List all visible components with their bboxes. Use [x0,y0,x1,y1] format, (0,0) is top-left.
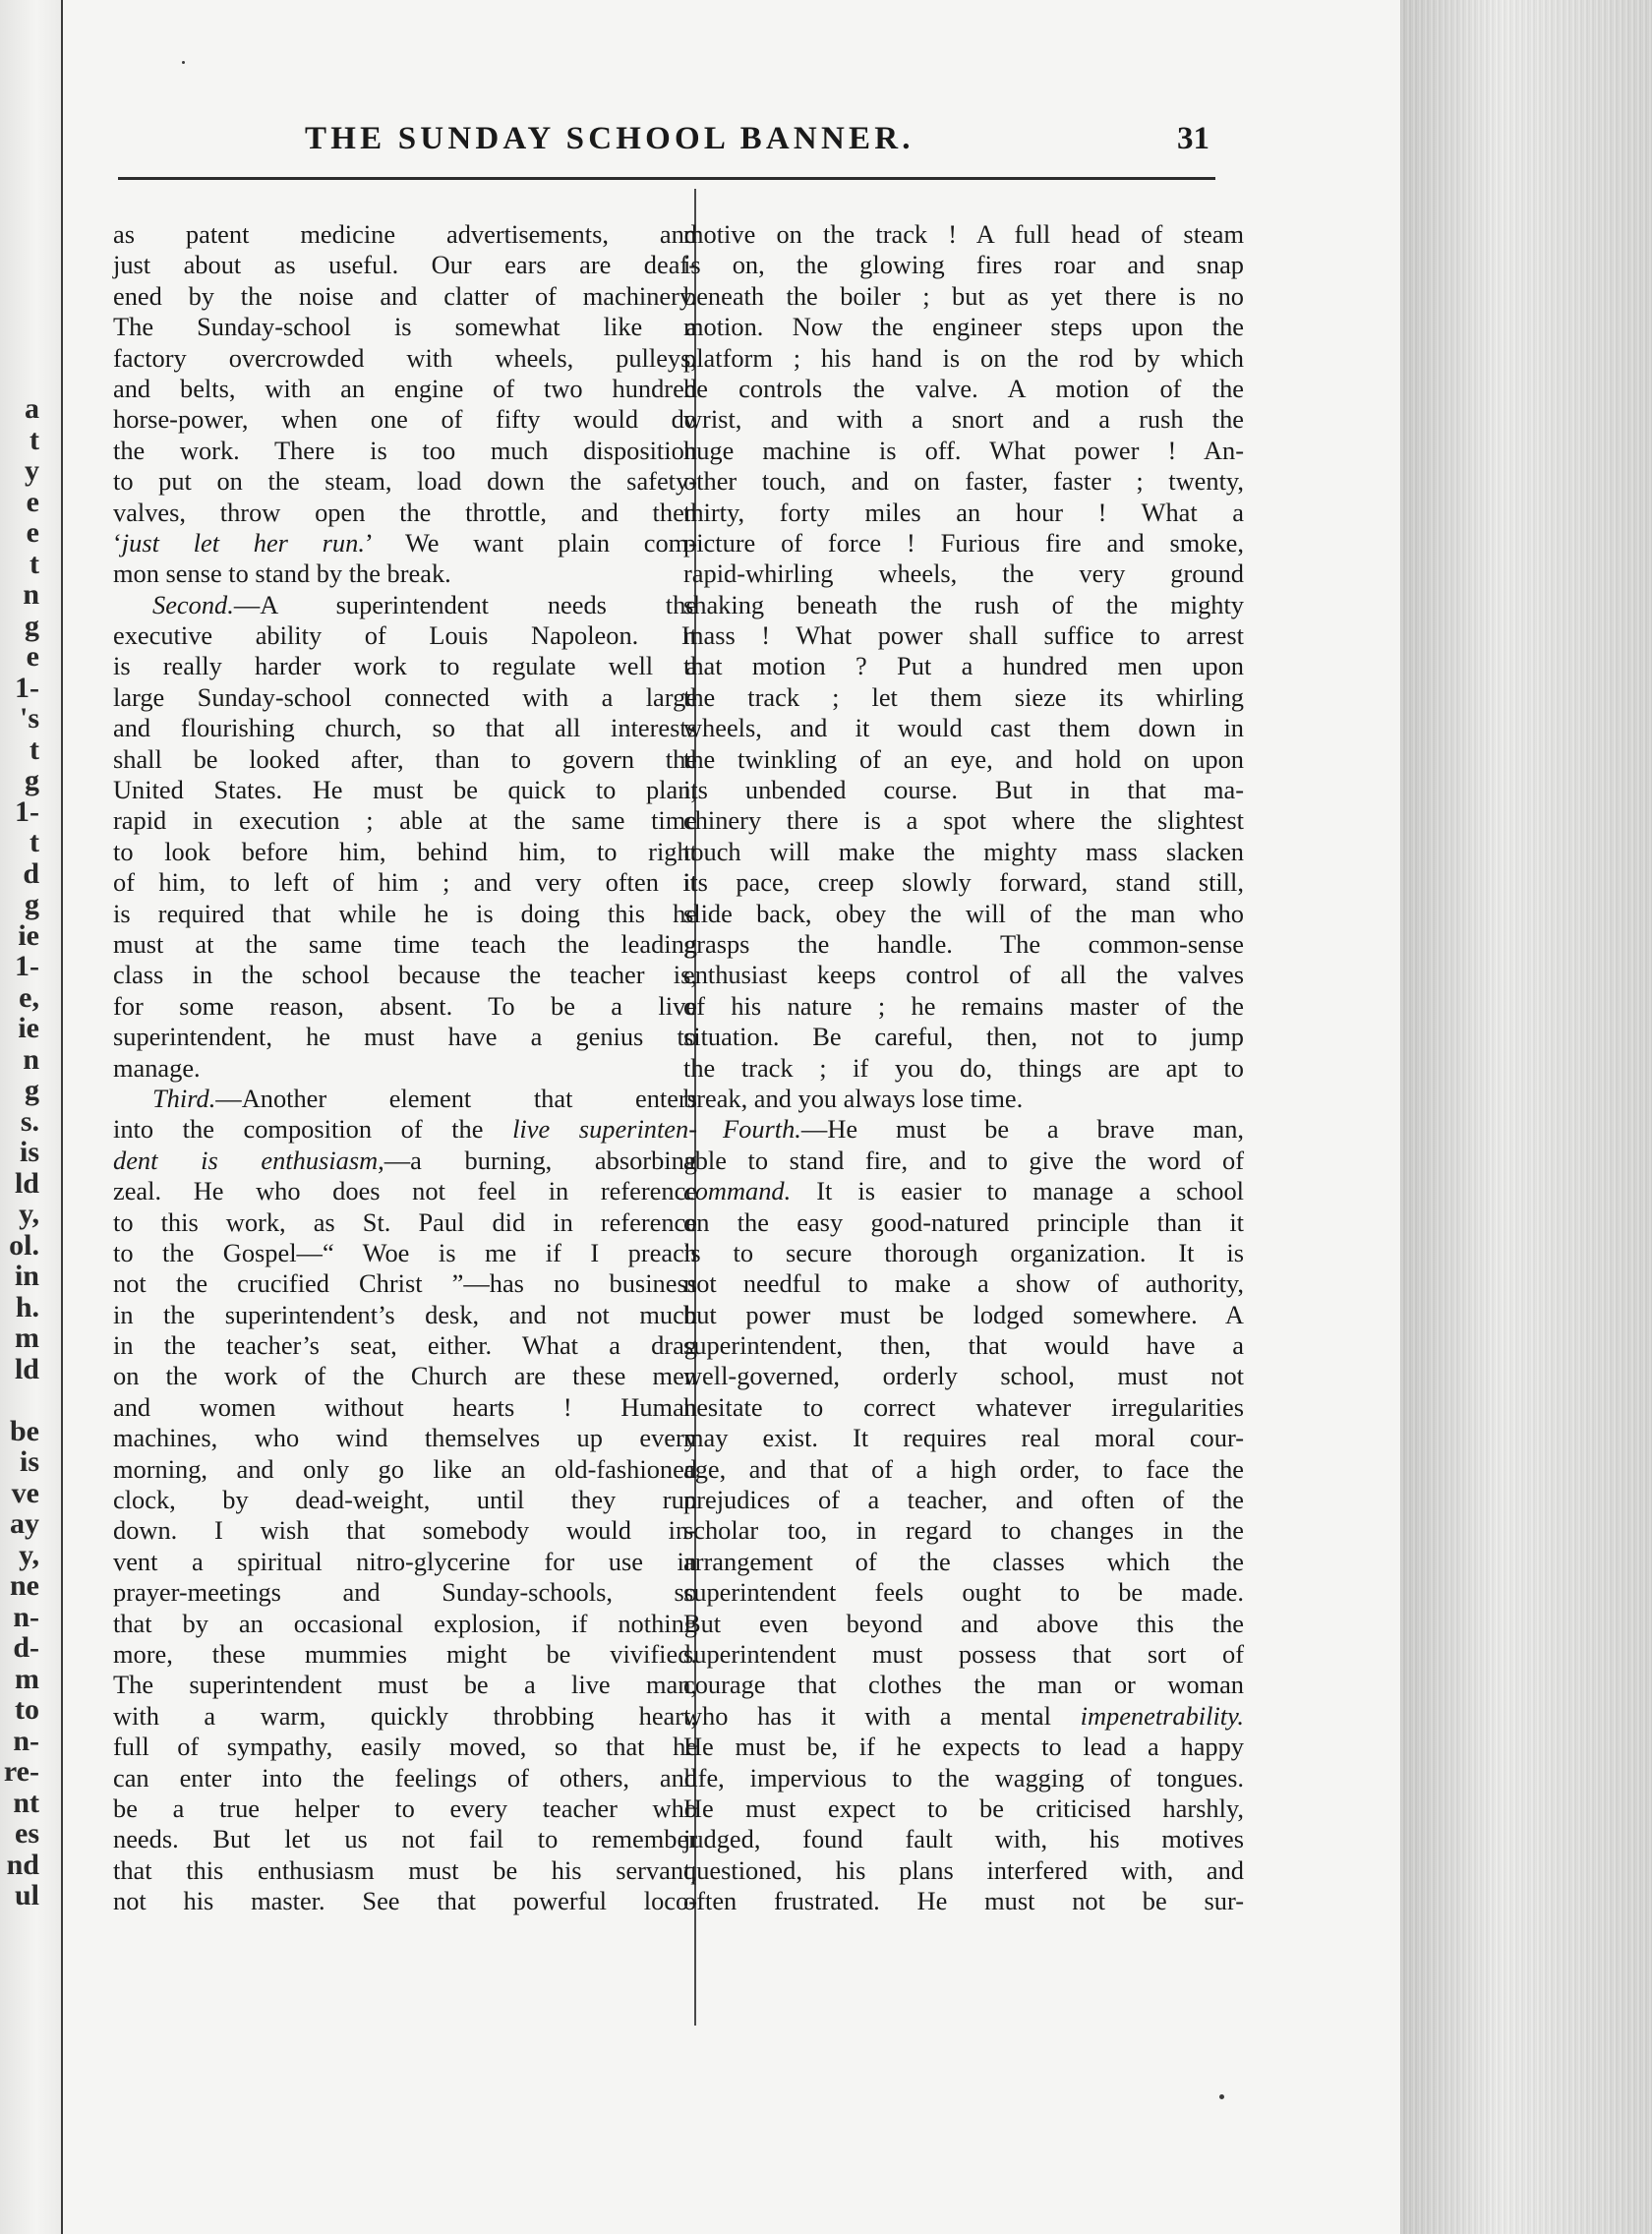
text-run: well-governed, orderly school, must not [683,1361,1244,1391]
edge-fragment: ne [10,1569,39,1602]
text-run: situation. Be careful, then, not to jump [683,1022,1244,1052]
text-run: not needful to make a show of authority, [683,1268,1244,1299]
text-line [683,498,1244,528]
edge-fragment: 1- [15,671,39,704]
text-line [113,1207,697,1238]
edge-fragment: e [26,640,39,673]
text-line [113,1114,697,1145]
edge-fragment: ld [14,1166,39,1200]
edge-fragment: e, [19,980,39,1014]
text-run: with a warm, quickly throbbing heart, [113,1700,697,1731]
text-line [683,590,1244,620]
edge-fragment: y, [19,1538,39,1571]
edge-fragment: t [30,826,39,858]
text-line [113,1146,697,1176]
text-line [683,219,1244,250]
text-line [113,867,697,898]
text-run: may exist. It requires real moral cour- [683,1423,1244,1453]
text-run: wheels, and it would cast them down in [683,713,1244,743]
text-line [683,1084,1244,1114]
text-line [113,1084,697,1114]
text-run: ’ We want plain com- [364,527,697,558]
text-run: slide back, obey the will of the man who [683,898,1244,928]
text-line [113,590,697,620]
text-line [113,1515,697,1546]
edge-fragment: nt [13,1786,39,1819]
print-speck [182,61,185,64]
text-run: questioned, his plans interfered with, and [683,1854,1244,1885]
text-line [683,404,1244,435]
text-line [113,682,697,713]
text-run: rapid-whirling wheels, the very ground [683,558,1244,589]
text-line [113,1454,697,1485]
edge-fragment: d- [13,1631,39,1664]
text-line [113,929,697,960]
text-run: more, these mummies might be vivified. [113,1638,697,1669]
text-run: to look before him, behind him, to right [113,836,697,866]
text-line [113,498,697,528]
text-run: mon sense to stand by the break. [113,558,451,589]
text-line [683,1022,1244,1052]
text-line [683,312,1244,342]
text-run: —A superintendent needs the [233,589,697,619]
text-line [683,281,1244,312]
italic-text: live superinten- [512,1114,698,1145]
text-run: touch will make the mighty mass slacken [683,836,1244,866]
text-line [683,929,1244,960]
right-text-column [683,219,1244,1916]
text-line [683,991,1244,1022]
text-line [113,312,697,342]
text-line [683,466,1244,497]
text-run: must at the same time teach the leading [113,928,697,959]
edge-fragment: nd [6,1848,39,1881]
text-run: He must be, if he expects to lead a happy [683,1732,1244,1762]
text-run: hesitate to correct whatever irregularities [683,1391,1244,1422]
edge-fragment: g [25,609,39,642]
text-run: and belts, with an engine of two hundred [113,373,697,403]
page-header [305,121,1210,170]
text-run: huge machine is off. What power ! An- [683,435,1244,465]
edge-fragment: n [23,1042,39,1076]
text-run: the work. There is too much disposition [113,435,697,465]
text-run: can enter into the feelings of others, and [113,1762,697,1793]
text-line [113,1176,697,1206]
text-line [683,1238,1244,1268]
text-run: of him, to left of him ; and very often it [113,867,697,898]
edge-fragment [0,1384,39,1416]
italic-text: just let her run. [121,527,365,558]
edge-fragment: y, [19,1198,39,1230]
text-run: judged, found fault with, his motives [683,1824,1244,1854]
text-run: motive on the track ! A full head of steam [683,219,1244,249]
text-line [683,1392,1244,1423]
text-run: shaking beneath the rush of the mighty [683,589,1244,619]
text-line [683,343,1244,374]
text-line [113,899,697,929]
text-line [113,1547,697,1577]
text-line [683,1577,1244,1608]
edge-fragment: ul [14,1879,39,1911]
edge-fragment: be [10,1414,39,1447]
text-line [683,1146,1244,1176]
text-run: prejudices of a teacher, and often of the [683,1485,1244,1515]
edge-fragment: in [14,1260,39,1292]
text-line [113,404,697,435]
edge-fragment: n [23,578,39,611]
text-line [683,374,1244,404]
text-line [113,1268,697,1299]
text-run: is on, the glowing fires roar and snap [683,250,1244,280]
text-run: It is easier to manage a school [791,1176,1244,1206]
text-run: into the composition of the [113,1114,513,1145]
text-run: other touch, and on faster, faster ; twenty, [683,466,1244,497]
text-run: able to stand fire, and to give the word of [683,1145,1244,1175]
edge-fragment: ie [18,1012,39,1044]
text-run: needs. But let us not fail to remember [113,1824,697,1854]
text-run: —a burning, absorbing [384,1145,698,1175]
text-run: is to secure thorough organization. It is [683,1237,1244,1267]
text-line [113,1639,697,1670]
text-run: on the easy good-natured principle than it [683,1206,1244,1237]
text-line [113,343,697,374]
edge-fragment: e [26,485,39,518]
edge-fragment: ol. [9,1228,39,1262]
text-run: rapid in execution ; able at the same time [113,805,697,836]
text-line [683,1547,1244,1577]
text-line [683,899,1244,929]
edge-fragment: g [25,1074,39,1106]
text-line [113,219,697,250]
text-line [683,1515,1244,1546]
text-line [683,867,1244,898]
text-line [113,1022,697,1052]
text-run: that by an occasional explosion, if nothing [113,1608,697,1638]
text-line [683,1670,1244,1700]
text-line [113,528,697,558]
text-line [683,1268,1244,1299]
text-line [683,682,1244,713]
text-run: chinery there is a spot where the slightest [683,805,1244,836]
text-line [113,1330,697,1361]
edge-fragment: s. [20,1104,39,1138]
text-run: vent a spiritual nitro-glycerine for use in [113,1546,697,1576]
edge-fragment: a [25,392,39,425]
text-line [113,837,697,867]
text-run: thirty, forty miles an hour ! What a [683,497,1244,527]
text-run: shall be looked after, than to govern the [113,743,697,774]
text-line [683,775,1244,805]
text-line [683,1609,1244,1639]
text-line [683,1176,1244,1206]
text-line [113,1485,697,1515]
text-line [683,528,1244,558]
text-line [113,1392,697,1423]
left-text-column [113,219,697,1916]
edge-fragment: m [15,1662,39,1695]
previous-page-text-fragments [0,393,39,1967]
text-line [113,436,697,466]
text-run: superintendent must possess that sort of [683,1638,1244,1669]
edge-fragment: m [15,1322,39,1354]
text-run: executive ability of Louis Napoleon. It [113,620,697,651]
text-line [113,1763,697,1793]
text-run: scholar too, in regard to changes in the [683,1515,1244,1546]
text-run: The superintendent must be a live man, [113,1670,697,1700]
header-rule [118,177,1215,180]
text-line [683,250,1244,280]
text-line [113,466,697,497]
text-run: full of sympathy, easily moved, so that he [113,1732,697,1762]
text-run: horse-power, when one of fifty would do [113,404,697,435]
text-run: age, and that of a high order, to face the [683,1453,1244,1484]
print-speck [1219,2094,1224,2099]
edge-fragment: t [30,733,39,766]
edge-fragment: t [30,547,39,580]
edge-fragment: re- [3,1755,39,1788]
text-line [113,1793,697,1824]
text-line [113,1609,697,1639]
text-line [113,374,697,404]
text-run: in the teacher’s seat, either. What a drag [113,1330,697,1361]
text-run: that motion ? Put a hundred men upon [683,651,1244,681]
text-run: as patent medicine advertisements, and [113,219,697,249]
text-run: zeal. He who does not feel in reference [113,1176,697,1206]
text-line [683,1793,1244,1824]
edge-fragment: to [15,1693,39,1726]
text-line [113,713,697,743]
text-run: —He must be a brave man, [800,1114,1244,1145]
edge-fragment: is [19,1136,39,1168]
text-run: is required that while he is doing this he [113,898,697,928]
text-run: not the crucified Christ ”—has no business [113,1268,697,1299]
text-run: he controls the valve. A motion of the [683,373,1244,403]
text-line [113,651,697,681]
edge-fragment: d [23,856,39,890]
text-run: the twinkling of an eye, and hold on upon [683,743,1244,774]
page-number: 31 [1177,121,1210,156]
running-title: THE SUNDAY SCHOOL BANNER. [305,121,914,156]
text-run: large Sunday-school connected with a large [113,681,697,712]
text-run: superintendent, he must have a genius to [113,1022,697,1052]
text-line [683,1732,1244,1762]
text-line [683,1300,1244,1330]
text-run: morning, and only go like an old-fashioned [113,1453,697,1484]
text-line [683,436,1244,466]
edge-fragment: n- [13,1724,39,1757]
text-run: to this work, as St. Paul did in reference [113,1206,697,1237]
text-run: often frustrated. He must not be sur- [683,1886,1244,1916]
edge-fragment: n- [13,1600,39,1633]
text-run: for some reason, absent. To be a live [113,990,697,1021]
text-run: superintendent, then, that would have a [683,1330,1244,1361]
text-run: ened by the noise and clatter of machinery. [113,280,697,311]
text-run: be a true helper to every teacher who [113,1793,697,1823]
text-line [683,1763,1244,1793]
text-run: not his master. See that powerful loco- [113,1886,697,1916]
text-run: The Sunday-school is somewhat like a [113,312,697,342]
text-run: its unbended course. But in that ma- [683,775,1244,805]
text-line [683,1053,1244,1084]
text-run: on the work of the Church are these men [113,1361,697,1391]
text-run: just about as useful. Our ears are deaf- [113,250,697,280]
edge-fragment: ve [11,1476,39,1509]
edge-fragment: h. [15,1290,39,1323]
text-run: motion. Now the engineer steps upon the [683,312,1244,342]
text-run: wrist, and with a snort and a rush the [683,404,1244,435]
text-run: clock, by dead-weight, until they run [113,1485,697,1515]
text-line [683,1701,1244,1732]
edge-fragment: e [26,516,39,549]
text-line [113,1886,697,1916]
edge-fragment: g [25,888,39,920]
text-run: United States. He must be quick to plan, [113,775,697,805]
text-line [683,1114,1244,1145]
text-run: arrangement of the classes which the [683,1546,1244,1576]
text-run: manage. [113,1052,201,1083]
text-run: its pace, creep slowly forward, stand still, [683,867,1244,898]
text-line [113,1824,697,1854]
text-run: life, impervious to the wagging of tongues. [683,1762,1244,1793]
text-run: that this enthusiasm must be his servant, [113,1854,697,1885]
text-run: to the Gospel—“ Woe is me if I preach [113,1237,697,1267]
text-line [113,1701,697,1732]
text-line [683,1361,1244,1391]
text-run: But even beyond and above this the [683,1608,1244,1638]
text-run: to put on the steam, load down the safety- [113,466,697,497]
edge-fragment: es [15,1817,39,1850]
text-line [683,1639,1244,1670]
text-run: and flourishing church, so that all interests [113,713,697,743]
text-line [113,1577,697,1608]
text-line [683,620,1244,651]
text-line [113,991,697,1022]
text-run: courage that clothes the man or woman [683,1670,1244,1700]
text-run: He must expect to be criticised harshly, [683,1793,1244,1823]
text-run: superintendent feels ought to be made. [683,1577,1244,1608]
text-run: and women without hearts ! Human [113,1391,697,1422]
text-line [113,620,697,651]
text-line [683,960,1244,990]
text-run: class in the school because the teacher is, [113,960,697,990]
text-line [113,1300,697,1330]
text-run: in the superintendent’s desk, and not much [113,1299,697,1329]
text-run: machines, who wind themselves up every [113,1423,697,1453]
text-line [113,805,697,836]
text-run: of his nature ; he remains master of the [683,990,1244,1021]
text-line [683,1886,1244,1916]
italic-text: Third. [152,1083,216,1113]
text-line [113,1361,697,1391]
italic-text: Second. [152,589,234,619]
text-line [113,1238,697,1268]
text-run: prayer-meetings and Sunday-schools, so [113,1577,697,1608]
text-line [683,558,1244,589]
text-run: enthusiast keeps control of all the valves [683,960,1244,990]
text-run: but power must be lodged somewhere. A [683,1299,1244,1329]
text-run: mass ! What power shall suffice to arrest [683,620,1244,651]
text-run: is really harder work to regulate well a [113,651,697,681]
text-line [113,1423,697,1453]
italic-text: impenetrability. [1080,1700,1244,1731]
text-line [683,1485,1244,1515]
text-run: beneath the boiler ; but as yet there is no [683,280,1244,311]
text-line [113,1053,697,1084]
text-run: platform ; his hand is on the rod by which [683,342,1244,373]
edge-fragment: 's [19,702,39,735]
edge-fragment: ay [10,1507,39,1540]
text-run: —Another element that enters [215,1083,697,1113]
text-run: factory overcrowded with wheels, pulleys, [113,342,697,373]
text-run: who has it with a mental [683,1700,1081,1731]
text-line [683,1423,1244,1453]
italic-text: command. [683,1176,792,1206]
text-line [113,1855,697,1886]
text-run: break, and you always lose time. [683,1083,1024,1113]
text-line [683,1824,1244,1854]
book-fore-edge [1400,0,1652,2234]
edge-fragment: t [30,423,39,456]
edge-fragment: 1- [15,950,39,982]
text-line [683,805,1244,836]
previous-page-gutter [0,0,63,2234]
text-line [683,744,1244,775]
text-run: valves, throw open the throttle, and then [113,497,697,527]
text-line [683,837,1244,867]
text-run: down. I wish that somebody would in- [113,1515,697,1546]
text-run: picture of force ! Furious fire and smoke, [683,527,1244,558]
edge-fragment: ld [14,1352,39,1385]
text-line [113,281,697,312]
edge-fragment: y [25,454,39,487]
text-run: grasps the handle. The common-sense [683,928,1244,959]
text-line [113,1732,697,1762]
text-line [113,744,697,775]
text-line [683,651,1244,681]
italic-text: Fourth. [723,1114,801,1145]
text-run: ‘ [113,527,122,558]
edge-fragment: is [19,1445,39,1478]
text-line [683,1454,1244,1485]
text-line [683,1855,1244,1886]
text-line [113,558,697,589]
text-line [683,1207,1244,1238]
text-line [113,250,697,280]
text-line [113,960,697,990]
text-run: the track ; let them sieze its whirling [683,681,1244,712]
italic-text: dent is enthusiasm, [113,1145,384,1175]
edge-fragment: 1- [15,794,39,828]
text-line [683,1330,1244,1361]
edge-fragment: g [25,764,39,796]
text-line [113,1670,697,1700]
text-run: the track ; if you do, things are apt to [683,1052,1244,1083]
edge-fragment: ie [18,918,39,952]
text-line [683,713,1244,743]
text-line [113,775,697,805]
